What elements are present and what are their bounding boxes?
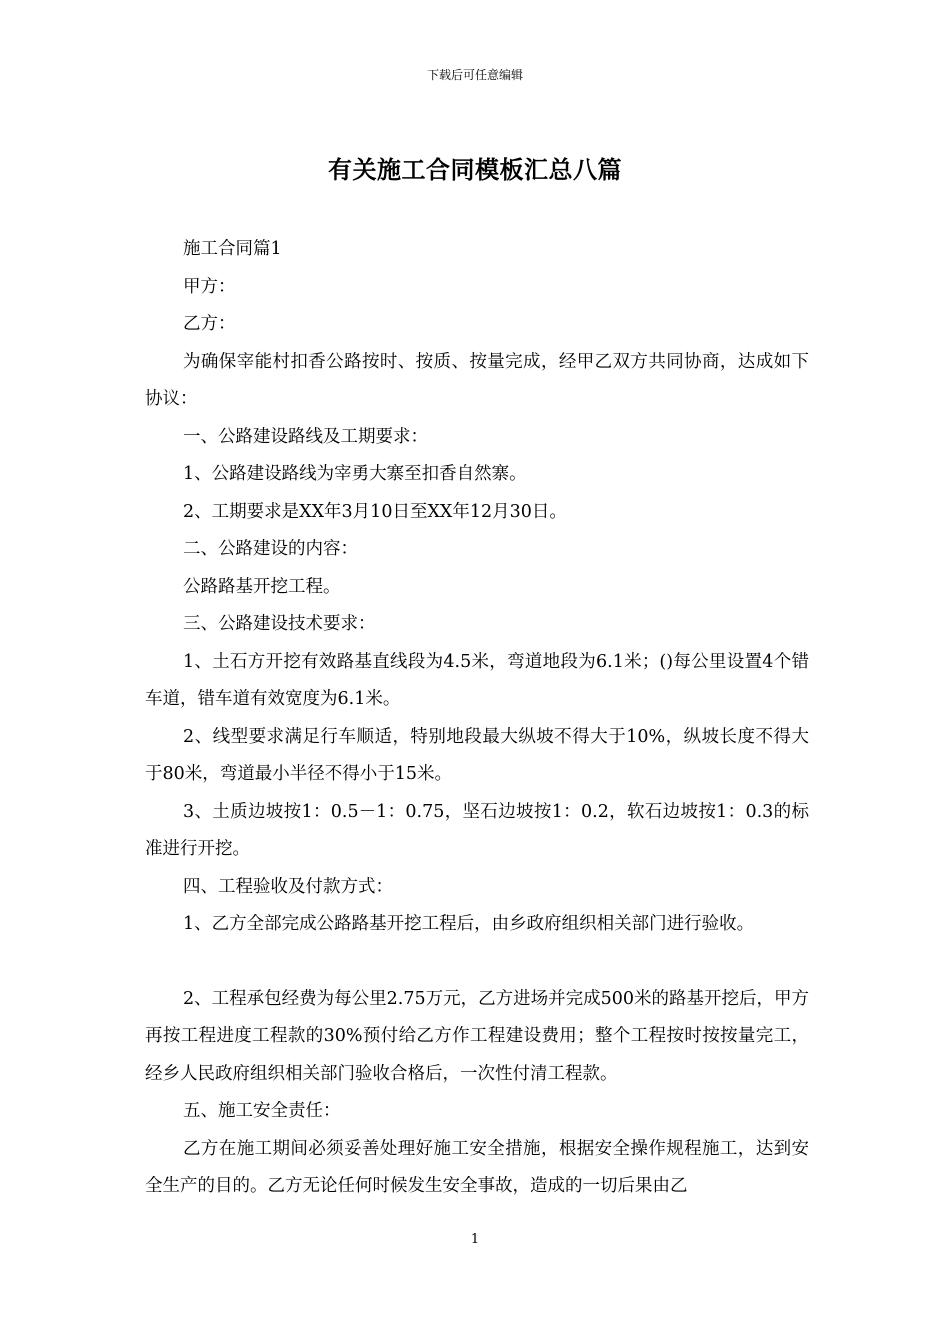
clause-item: 1、乙方全部完成公路路基开挖工程后，由乡政府组织相关部门进行验收。 (183, 914, 755, 934)
page-number: 1 (470, 1232, 480, 1247)
party-b-field: 乙方： (183, 314, 236, 334)
clause-heading-1: 一、公路建设路线及工期要求： (183, 426, 428, 447)
document-title: 有关施工合同模板汇总八篇 (328, 155, 622, 184)
intro-paragraph: 为确保宰能村扣香公路按时、按质、按量完成，经甲乙双方共同协商，达成如下协议： (145, 351, 809, 409)
party-a-field: 甲方： (183, 276, 236, 297)
clause-item: 2、线型要求满足行车顺适，特别地段最大纵坡不得大于10%，纵坡长度不得大于80米，弯道最小半径不得小于15米。 (145, 726, 809, 784)
document-body (145, 231, 809, 1206)
clause-heading-5: 五、施工安全责任： (183, 1101, 341, 1121)
clause-item: 公路路基开挖工程。 (183, 576, 341, 597)
clause-item: 2、工期要求是XX年3月10日至XX年12月30日。 (183, 501, 567, 522)
clause-item: 1、公路建设路线为宰勇大寨至扣香自然寨。 (183, 464, 527, 484)
clause-item: 乙方在施工期间必须妥善处理好施工安全措施，根据安全操作规程施工，达到安全生产的目的。乙方无论任何时候发生安全事故，造成的一切后果由乙 (145, 1138, 809, 1196)
clause-heading-3: 三、公路建设技术要求： (183, 614, 376, 634)
clause-item: 3、土质边坡按1：0.5－1：0.75，坚石边坡按1：0.2，软石边坡按1：0.3的标准进行开挖。 (145, 801, 809, 859)
clause-item: 2、工程承包经费为每公里2.75万元，乙方进场并完成500米的路基开挖后，甲方再按工程进度工程款的30%预付给乙方作工程建设费用；整个工程按时按按量完工，经乡人民政府组织相关部门验收合格后，一次性付清工程款。 (145, 988, 809, 1084)
section-heading: 施工合同篇1 (183, 239, 282, 259)
clause-heading-2: 二、公路建设的内容： (183, 539, 358, 559)
clause-heading-4: 四、工程验收及付款方式： (183, 876, 393, 897)
clause-item: 1、土石方开挖有效路基直线段为4.5米，弯道地段为6.1米；()每公里设置4个错车道，错车道有效宽度为6.1米。 (145, 651, 809, 709)
header-note: 下载后可任意编辑 (426, 68, 523, 82)
